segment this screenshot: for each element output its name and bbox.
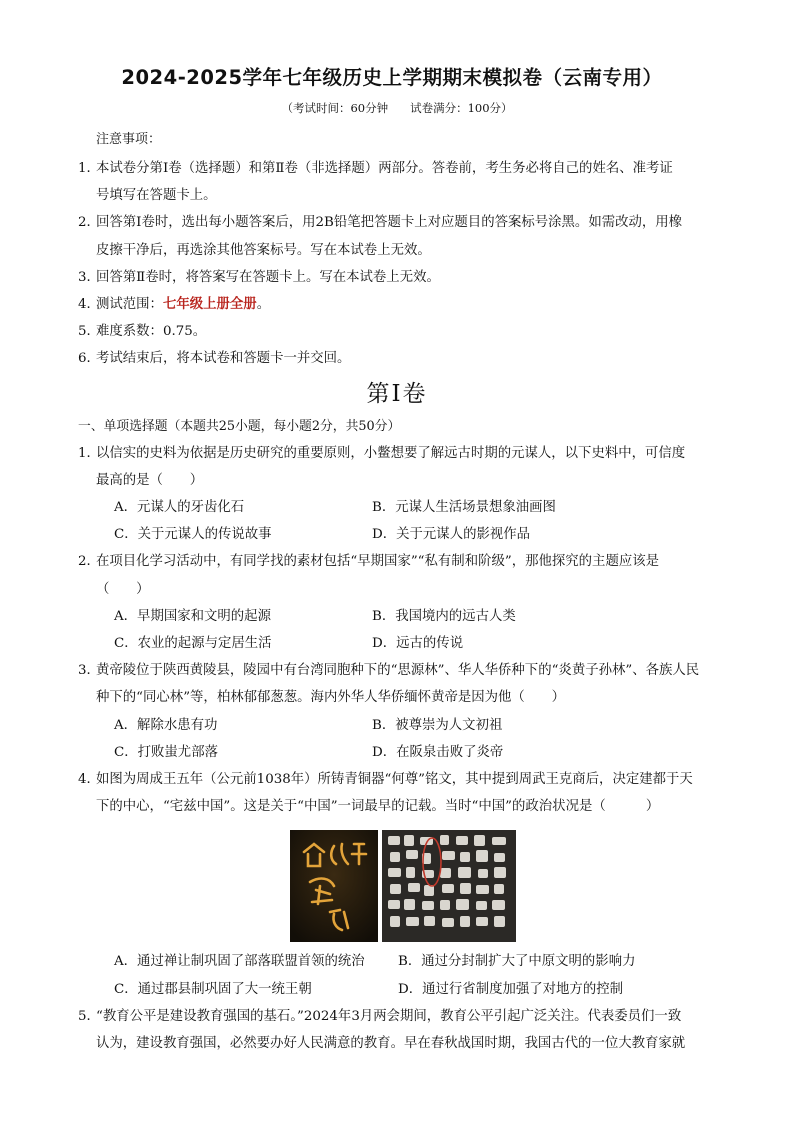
question-2 [78,548,716,602]
notice-num: 6． [78,351,100,367]
option-b[interactable]: B．被尊崇为人文初祖 [372,717,503,733]
question-stem-line: 种下的“同心林”等，柏林郁郁葱葱。海内外华人华侨缅怀黄帝是因为他（ ） [96,690,565,706]
question-stem-line: 以信实的史料为依据是历史研究的重要原则，小鳖想要了解远古时期的元谋人，以下史料中，可信度 [96,445,686,461]
notice-num: 2． [78,215,100,231]
option-c[interactable]: C．通过郡县制巩固了大一统王朝 [114,981,312,997]
question-stem-line: 最高的是（ ） [96,472,204,488]
notice-num: 1． [78,161,100,176]
question-stem-line: “教育公平是建设教育强国的基石。”2024年3月两会期间，教育公平引起广泛关注。代表委员们一致 [96,1008,682,1024]
option-row [78,521,716,548]
full-score: 试卷满分：100分） [410,101,513,115]
option-b[interactable]: B．元谋人生活场景想象油画图 [372,500,556,516]
exam-time: （考试时间：60分钟 [281,101,389,115]
notice-line: 本试卷分第Ⅰ卷（选择题）和第Ⅱ卷（非选择题）两部分。答卷前，考生务必将自己的姓名、准考证 [96,161,673,176]
option-row [78,603,716,630]
question-num: 3． [78,663,100,679]
option-c[interactable]: C．农业的起源与定居生活 [114,636,272,652]
question-1 [78,440,716,494]
option-row [78,976,716,1003]
bronze-glyphs-image [290,830,378,942]
scope-highlight: 七年级上册全册 [162,296,257,313]
option-c[interactable]: C．打败蚩尤部落 [114,744,218,760]
option-d[interactable]: D．通过行省制度加强了对地方的控制 [398,981,623,997]
question-stem-line: 在项目化学习活动中，有同学找的素材包括“早期国家”“私有制和阶级”，那他探究的主题应该是 [96,554,660,570]
inscription-rubbing-image [382,830,516,942]
notice-item-4 [78,291,716,318]
option-b[interactable]: B．通过分封制扩大了中原文明的影响力 [398,954,636,970]
notice-item-1 [78,155,716,209]
notice-item-3 [78,264,716,291]
notice-line: 回答第Ⅱ卷时，将答案写在答题卡上。写在本试卷上无效。 [96,269,440,285]
notice-line: 考试结束后，将本试卷和答题卡一并交回。 [96,351,351,367]
section-title: 第Ⅰ卷 [366,380,428,407]
option-row [78,739,716,766]
question-num: 2． [78,554,100,570]
option-a[interactable]: A．通过禅让制巩固了部落联盟首领的统治 [114,954,365,970]
option-b[interactable]: B．我国境内的远古人类 [372,608,516,624]
notice-num: 3． [78,269,100,285]
question-5 [78,1003,716,1057]
notice-item-2 [78,209,716,263]
question-num: 5． [78,1008,100,1024]
notice-item-5 [78,318,716,345]
page-title: 2024-2025学年七年级历史上学期期末模拟卷（云南专用） [121,66,663,89]
notice-num: 5． [78,324,100,340]
question-stem-line: 认为，建设教育强国，必然要办好人民满意的教育。早在春秋战国时期，我国古代的一位大教育家就 [96,1036,686,1052]
part-heading: 一、单项选择题（本题共25小题，每小题2分，共50分） [78,418,401,434]
exam-info [78,100,716,116]
scope-label: 测试范围： [96,297,163,313]
question-stem-line: 下的中心，“宅兹中国”。这是关于“中国”一词最早的记载。当时“中国”的政治状况是（ ） [96,799,660,815]
option-row [78,630,716,657]
question-stem-line: 如图为周成王五年（公元前1038年）所铸青铜器“何尊”铭文，其中提到周武王克商后，决定建都于天 [96,772,693,788]
option-d[interactable]: D．远古的传说 [372,636,464,652]
option-row [78,712,716,739]
question-num: 1． [78,445,100,461]
option-d[interactable]: D．关于元谋人的影视作品 [372,527,531,543]
notice-line [96,291,716,318]
option-a[interactable]: A．元谋人的牙齿化石 [114,500,245,516]
question-4 [78,766,716,820]
option-c[interactable]: C．关于元谋人的传说故事 [114,527,272,543]
notice-item-6 [78,345,716,372]
scope-suffix: 。 [256,297,271,313]
he-zun-rubbing-photo [382,830,516,942]
notice-line: 难度系数：0.75。 [96,324,207,340]
question-3 [78,657,716,711]
option-a[interactable]: A．解除水患有功 [114,717,218,733]
he-zun-inscription-photo [290,830,378,942]
option-row [78,948,716,975]
notice-line: 回答第Ⅰ卷时，选出每小题答案后，用2B铅笔把答题卡上对应题目的答案标号涂黑。如需改动，用橡 [96,215,683,231]
notice-line: 皮擦干净后，再选涂其他答案标号。写在本试卷上无效。 [96,242,431,258]
option-row [78,494,716,521]
notice-heading: 注意事项： [96,132,162,147]
question-stem-line: （ ） [96,581,150,597]
option-a[interactable]: A．早期国家和文明的起源 [114,608,271,624]
option-d[interactable]: D．在阪泉击败了炎帝 [372,744,504,760]
question-num: 4． [78,772,100,788]
question-stem-line: 黄帝陵位于陕西黄陵县，陵园中有台湾同胞种下的“思源林”、华人华侨种下的“炎黄子孙林”、各族人民 [96,663,700,679]
notice-line: 号填写在答题卡上。 [96,188,217,204]
notice-num: 4． [78,297,100,313]
he-zun-figure [78,830,716,942]
